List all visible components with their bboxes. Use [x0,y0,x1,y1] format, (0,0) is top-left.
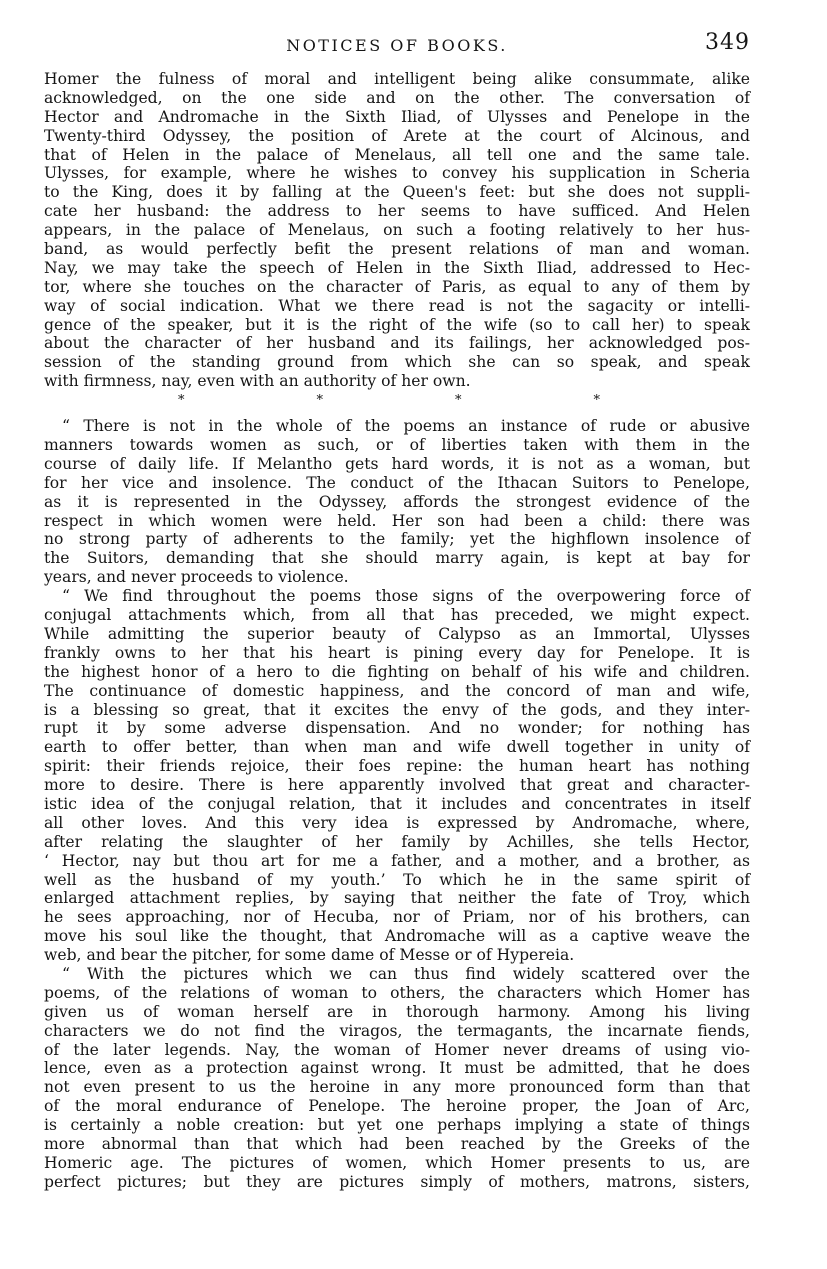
text-line: more abnormal than that which had been reached by the Greeks of the [44,1134,750,1153]
text-line: istic idea of the conjugal relation, that it includes and concentrates in itself [44,794,750,813]
text-line: While admitting the superior beauty of Calypso as an Immortal, Ulysses [44,624,750,643]
text-line: Homer the fulness of moral and intelligent being alike consummate, alike [44,70,750,88]
paragraph-homer-women [44,70,750,391]
separator-asterisk: * [593,393,600,409]
text-line: as it is represented in the Odyssey, affords the strongest evidence of the [44,492,750,511]
text-line: more to desire. There is here apparently involved that great and character- [44,776,750,795]
book-page [44,30,750,1192]
text-line: not even present to us the heroine in any more pronounced form than that [44,1078,750,1097]
text-line: The continuance of domestic happiness, and the concord of man and wife, [44,681,750,700]
text-line: earth to offer better, than when man and wife dwell together in unity of [44,738,750,757]
paragraph-manners-towards-women [44,417,750,587]
text-line: Homeric age. The pictures of women, which Homer presents to us, are [44,1153,750,1172]
text-line: to the King, does it by falling at the Queen's feet: but she does not suppli- [44,183,750,202]
text-line: move his soul like the thought, that Andromache will as a captive weave the [44,927,750,946]
text-line: ‘ Hector, nay but thou art for me a father, and a mother, and a brother, as [44,851,750,870]
text-line: tor, where she touches on the character of Paris, as equal to any of them by [44,277,750,296]
text-line: band, as would perfectly befit the present relations of man and woman. [44,240,750,259]
text-line: way of social indication. What we there read is not the sagacity or intelli- [44,296,750,315]
page-number: 349 [705,30,750,55]
paragraph-conjugal-attachments [44,587,750,965]
text-line: characters we do not find the viragos, the termagants, the incarnate fiends, [44,1021,750,1040]
text-line: of the moral endurance of Penelope. The heroine proper, the Joan of Arc, [44,1097,750,1116]
text-line: Hector and Andromache in the Sixth Iliad, of Ulysses and Penelope in the [44,107,750,126]
text-line: he sees approaching, nor of Hecuba, nor of Priam, nor of his brothers, can [44,908,750,927]
text-line: all other loves. And this very idea is expressed by Andromache, where, [44,813,750,832]
text-line: frankly owns to her that his heart is pining every day for Penelope. It is [44,643,750,662]
text-line: acknowledged, on the one side and on the other. The conversation of [44,88,750,107]
text-line: appears, in the palace of Menelaus, on such a footing relatively to her hus- [44,221,750,240]
text-line: Nay, we may take the speech of Helen in the Sixth Iliad, addressed to Hec- [44,258,750,277]
text-line: gence of the speaker, but it is the right of the wife (so to call her) to speak [44,315,750,334]
text-line: session of the standing ground from which she can so speak, and speak [44,353,750,372]
text-line: perfect pictures; but they are pictures simply of mothers, matrons, sisters, [44,1172,750,1191]
paragraph-characters-of-woman [44,965,750,1192]
text-line: poems, of the relations of woman to others, the characters which Homer has [44,983,750,1002]
text-line: years, and never proceeds to violence. [44,568,349,587]
text-line: “ We find throughout the poems those signs of the overpowering force of [62,587,750,606]
text-line: “ There is not in the whole of the poems an instance of rude or abusive [62,417,750,436]
separator-asterisk: * [178,393,185,409]
text-line: about the character of her husband and its failings, her acknowledged pos- [44,334,750,353]
text-line: the highest honor of a hero to die fighting on behalf of his wife and children. [44,662,750,681]
text-line: Ulysses, for example, where he wishes to convey his supplication in Scheria [44,164,750,183]
text-line: of the later legends. Nay, the woman of Homer never dreams of using vio- [44,1040,750,1059]
text-line: that of Helen in the palace of Menelaus, all tell one and the same tale. [44,145,750,164]
text-line: lence, even as a protection against wrong. It must be admitted, that he does [44,1059,750,1078]
text-line: the Suitors, demanding that she should marry again, is kept at bay for [44,549,750,568]
text-line: enlarged attachment replies, by saying that neither the fate of Troy, which [44,889,750,908]
text-line: “ With the pictures which we can thus find widely scattered over the [62,964,750,983]
text-line: spirit: their friends rejoice, their foes repine: the human heart has nothing [44,757,750,776]
text-line: after relating the slaughter of her family by Achilles, she tells Hector, [44,832,750,851]
text-line: given us of woman herself are in thorough harmony. Among his living [44,1002,750,1021]
text-line: no strong party of adherents to the family; yet the highflown insolence of [44,530,750,549]
text-line: Twenty-third Odyssey, the position of Arete at the court of Alcinous, and [44,126,750,145]
text-line: web, and bear the pitcher, for some dame of Messe or of Hypereia. [44,946,575,965]
page-header [44,30,750,70]
text-line: respect in which women were held. Her son had been a child: there was [44,511,750,530]
text-line: well as the husband of my youth.’ To which he in the same spirit of [44,870,750,889]
text-line: is certainly a noble creation: but yet one perhaps implying a state of things [44,1116,750,1135]
text-line: conjugal attachments which, from all that has preceded, we might expect. [44,606,750,625]
running-head: NOTICES OF BOOKS. [286,36,508,55]
text-line: rupt it by some adverse dispensation. And no wonder; for nothing has [44,719,750,738]
text-line: is a blessing so great, that it excites the envy of the gods, and they inter- [44,700,750,719]
text-line: for her vice and insolence. The conduct of the Ithacan Suitors to Penelope, [44,473,750,492]
text-line: cate her husband: the address to her seems to have sufficed. And Helen [44,202,750,221]
separator-asterisk: * [316,393,323,409]
text-line: with firmness, nay, even with an authority of her own. [44,372,471,391]
text-line: course of daily life. If Melantho gets hard words, it is not as a woman, but [44,454,750,473]
section-separator [44,391,750,411]
separator-asterisk: * [455,393,462,409]
text-line: manners towards women as such, or of liberties taken with them in the [44,436,750,455]
